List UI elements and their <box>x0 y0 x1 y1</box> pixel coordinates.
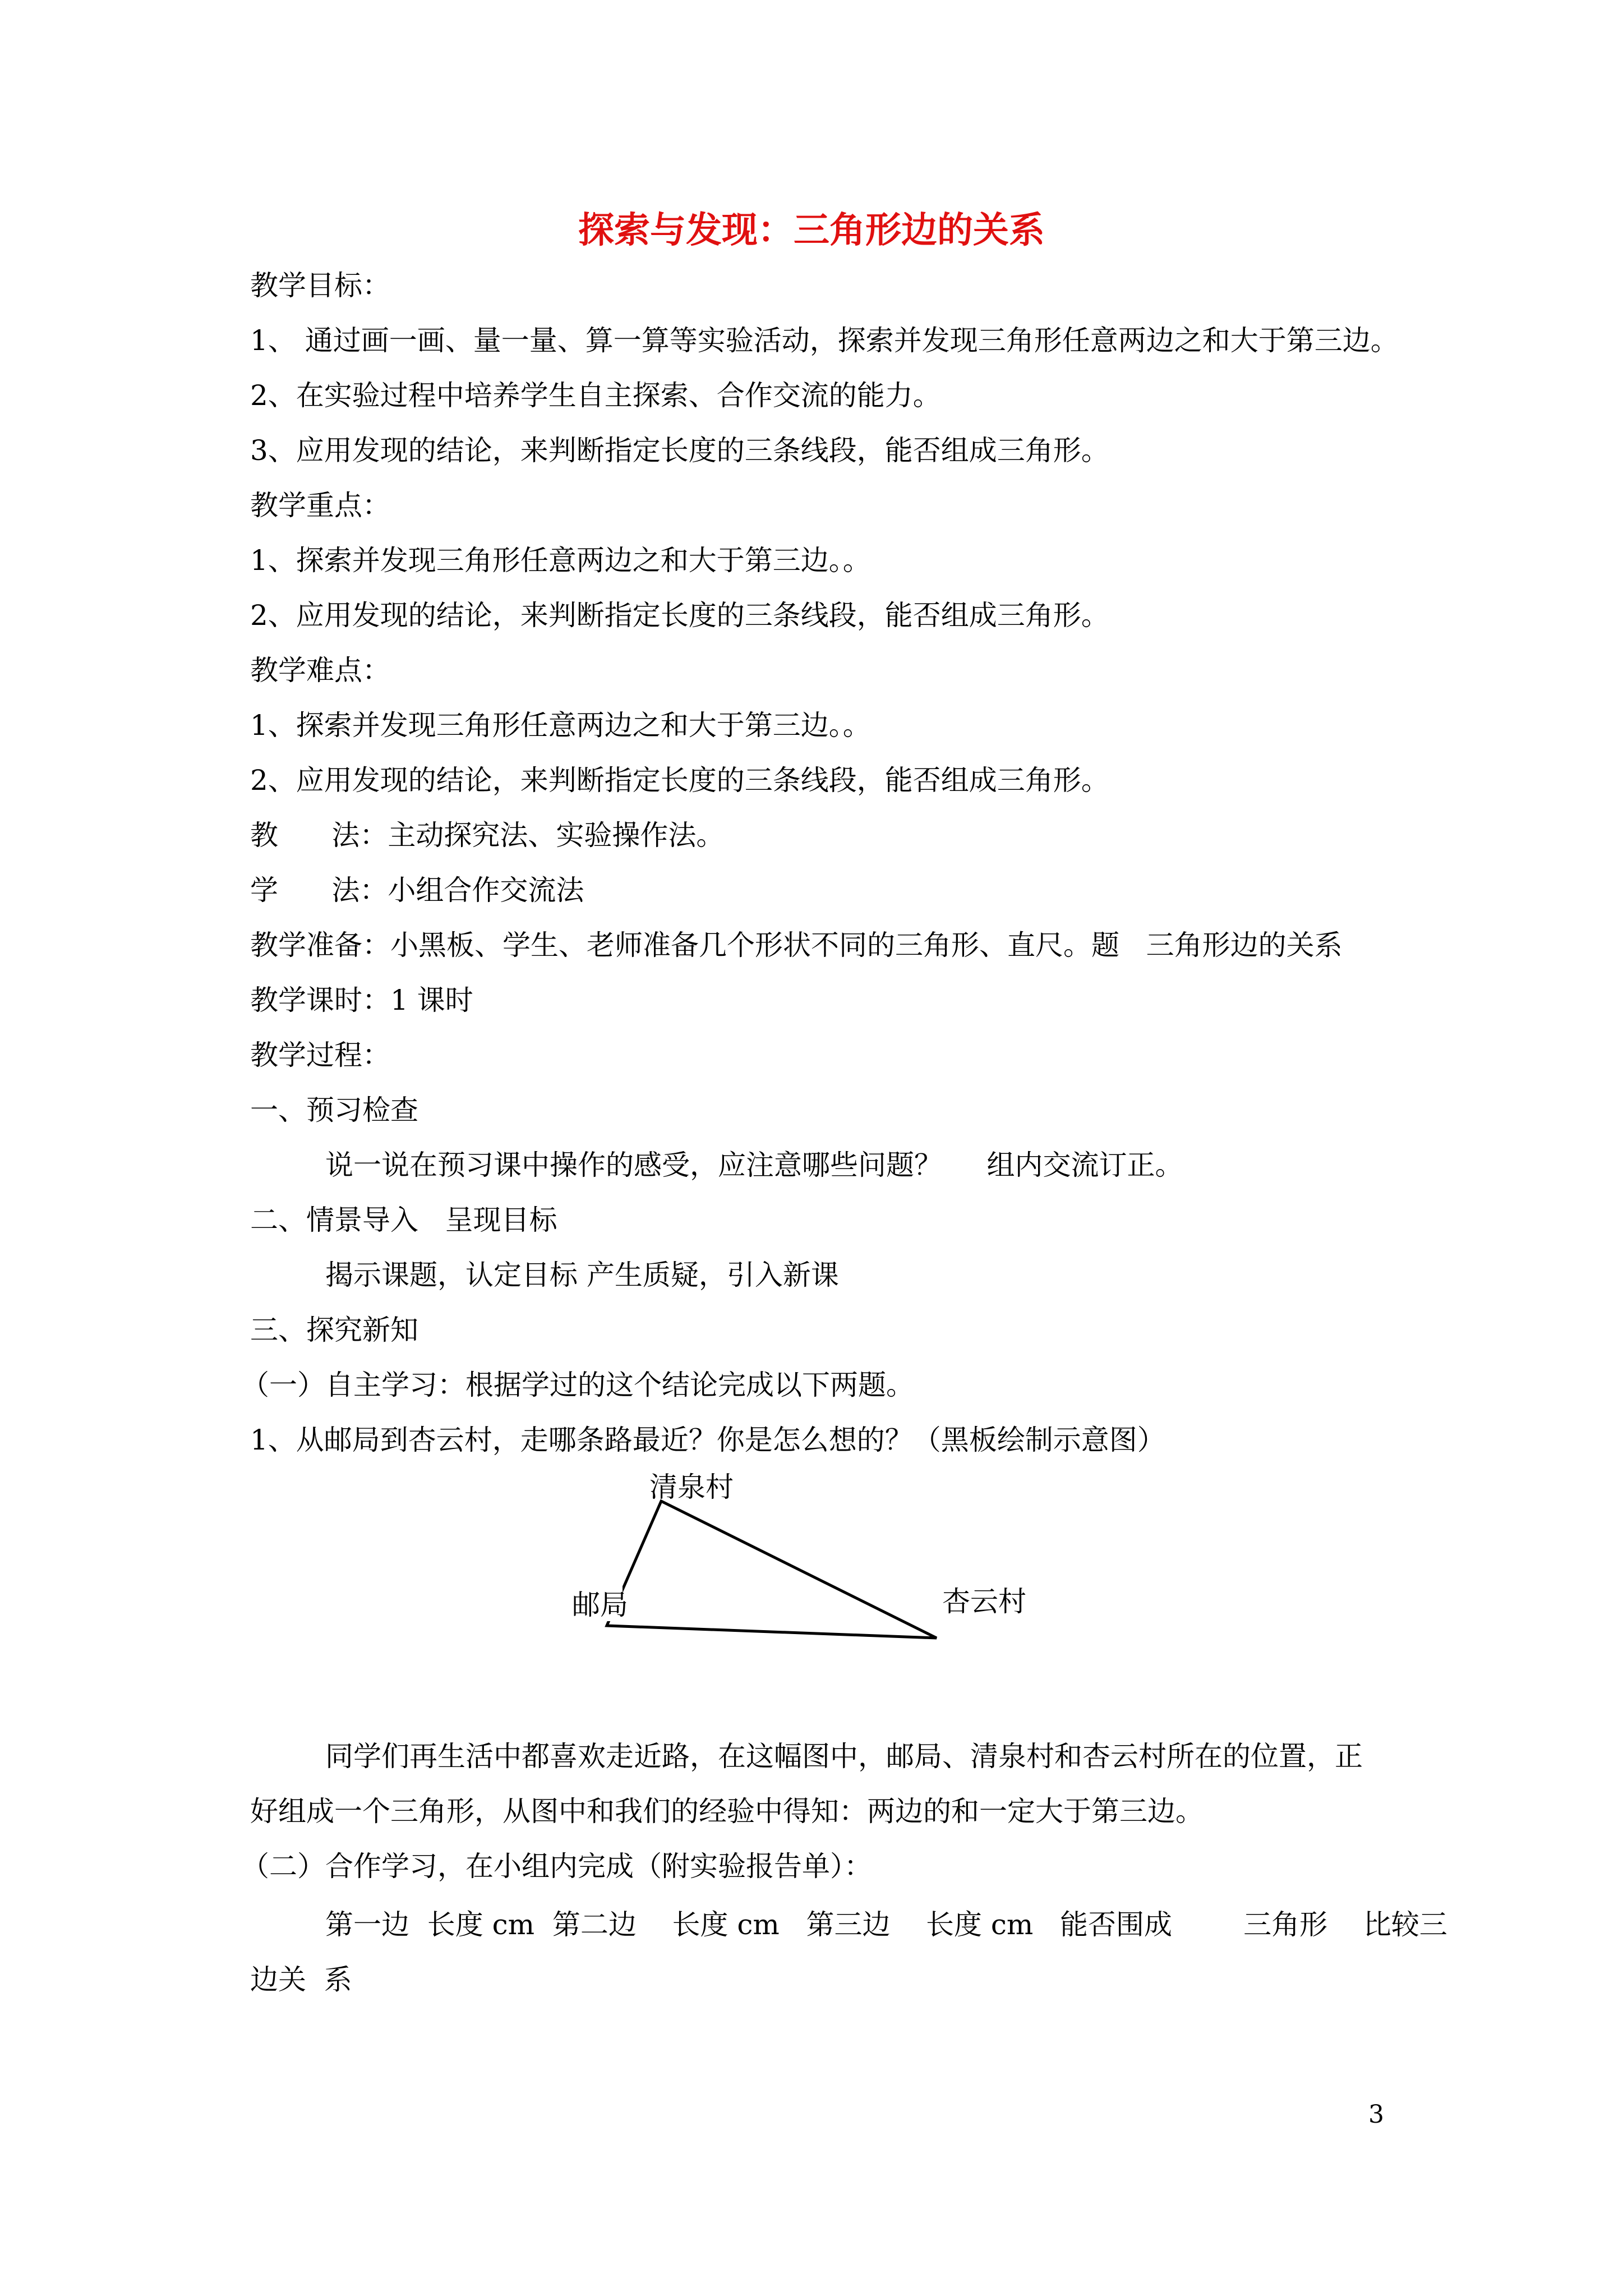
text-line: 教学课时：1 课时 <box>250 984 473 1016</box>
text-line: 教学重点： <box>250 489 390 522</box>
text-line: 1、探索并发现三角形任意两边之和大于第三边。。 <box>250 544 871 577</box>
section-heading: 一、预习检查 <box>250 1094 418 1126</box>
section-heading: 三、探究新知 <box>250 1314 418 1346</box>
section-heading: 二、情景导入 呈现目标 <box>250 1204 557 1236</box>
label-xingyun-village: 杏云村 <box>942 1585 1026 1618</box>
text-line: 教学过程： <box>250 1039 390 1071</box>
text-line: 教 法：主动探究法、实验操作法。 <box>250 819 725 852</box>
triangle-shape <box>607 1501 937 1638</box>
text-line: 1、探索并发现三角形任意两边之和大于第三边。。 <box>250 709 871 742</box>
text-line: 说一说在预习课中操作的感受，应注意哪些问题？ 组内交流订正。 <box>325 1149 1183 1181</box>
text-line: 1、 通过画一画、量一量、算一算等实验活动，探索并发现三角形任意两边之和大于第三边。 <box>250 324 1399 357</box>
text-line: 学 法：小组合作交流法 <box>250 874 584 907</box>
text-line: 3、应用发现的结论，来判断指定长度的三条线段，能否组成三角形。 <box>250 434 1109 467</box>
text-line: 第一边 长度 cm 第二边 长度 cm 第三边 长度 cm 能否围成 三角形 比较三 <box>325 1908 1447 1941</box>
label-post-office: 邮局 <box>572 1589 628 1621</box>
text-line: 教学难点： <box>250 654 390 687</box>
text-line: 边关 系 <box>250 1963 352 1996</box>
text-line: 同学们再生活中都喜欢走近路，在这幅图中，邮局、清泉村和杏云村所在的位置，正 <box>325 1740 1363 1773</box>
text-line: 教学目标： <box>250 269 390 302</box>
page-number: 3 <box>1368 2100 1384 2129</box>
text-line: （一）自主学习：根据学过的这个结论完成以下两题。 <box>241 1369 914 1401</box>
label-qingquan-village: 清泉村 <box>649 1471 734 1503</box>
text-line: 教学准备：小黑板、学生、老师准备几个形状不同的三角形、直尺。题 三角形边的关系 <box>250 929 1343 961</box>
text-line: 2、应用发现的结论，来判断指定长度的三条线段，能否组成三角形。 <box>250 599 1109 632</box>
text-line: （二）合作学习，在小组内完成（附实验报告单）： <box>241 1850 872 1883</box>
text-line: 揭示课题，认定目标 产生质疑，引入新课 <box>325 1259 839 1291</box>
text-line: 2、在实验过程中培养学生自主探索、合作交流的能力。 <box>250 379 941 412</box>
document-title: 探索与发现：三角形边的关系 <box>578 209 1045 251</box>
triangle-diagram <box>561 1470 1043 1694</box>
text-line: 2、应用发现的结论，来判断指定长度的三条线段，能否组成三角形。 <box>250 764 1109 797</box>
text-line: 1、从邮局到杏云村，走哪条路最近？你是怎么想的？（黑板绘制示意图） <box>250 1424 1165 1456</box>
text-line: 好组成一个三角形，从图中和我们的经验中得知：两边的和一定大于第三边。 <box>250 1795 1204 1828</box>
